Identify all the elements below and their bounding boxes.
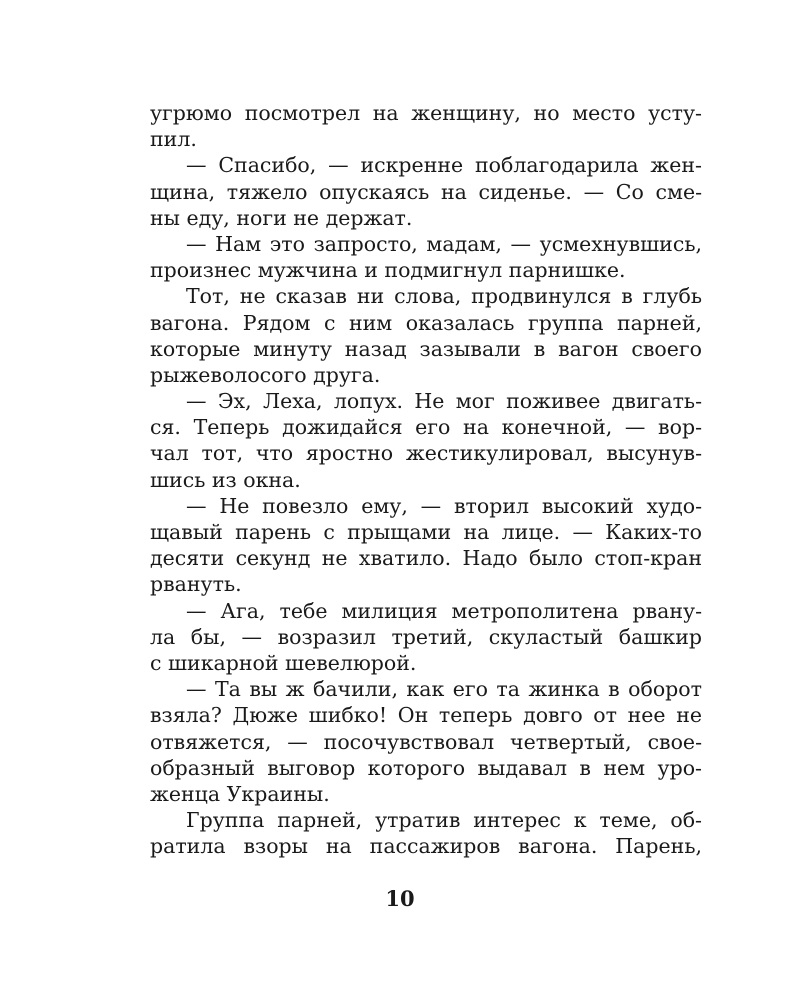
text-line: — Не повезло ему, — вторил высокий худо- bbox=[186, 493, 702, 518]
text-line: щина, тяжело опускаясь на сиденье. — Со сме- bbox=[150, 179, 702, 204]
text-line: отвяжется, — посочувствовал четвертый, свое- bbox=[150, 729, 702, 754]
text-line: — Нам это запросто, мадам, — усмехнувшись, bbox=[186, 231, 702, 256]
text-line: ся. Теперь дожидайся его на конечной, — вор- bbox=[150, 415, 702, 440]
text-line: шись из окна. bbox=[150, 467, 301, 492]
text-line: — Ага, тебе милиция метрополитена рвану- bbox=[186, 598, 702, 623]
text-line: — Эх, Леха, лопух. Не мог поживее двигать- bbox=[186, 389, 702, 414]
text-line: угрюмо посмотрел на женщину, но место усту- bbox=[150, 101, 702, 125]
text-line: вагона. Рядом с ним оказалась группа парней, bbox=[150, 310, 702, 335]
text-line: чал тот, что яростно жестикулировал, высунув- bbox=[150, 441, 702, 466]
text-line: рвануть. bbox=[150, 572, 242, 597]
text-line: — Спасибо, — искренне поблагодарила жен- bbox=[186, 153, 702, 178]
text-line: образный выговор которого выдавал в нем уро- bbox=[150, 755, 702, 780]
text-line: Тот, не сказав ни слова, продвинулся в глубь bbox=[186, 284, 702, 309]
text-line: щавый парень с прыщами на лице. — Каких-то bbox=[150, 520, 702, 544]
text-line: взяла? Дюже шибко! Он теперь довго от нее не bbox=[150, 703, 702, 728]
text-line: десяти секунд не хватило. Надо было стоп-кран bbox=[150, 546, 702, 571]
text-line: с шикарной шевелюрой. bbox=[150, 650, 417, 675]
page-number: 10 bbox=[385, 886, 415, 911]
text-line: ратила взоры на пассажиров вагона. Парень, bbox=[150, 834, 702, 859]
text-line: женца Украины. bbox=[150, 781, 330, 806]
text-line: пил. bbox=[150, 127, 197, 152]
text-line: — Та вы ж бачили, как его та жинка в оборот bbox=[186, 677, 702, 702]
text-line: ла бы, — возразил третий, скуластый башкир bbox=[150, 624, 702, 649]
text-line: ны еду, ноги не держат. bbox=[150, 205, 413, 230]
text-line: рыжеволосого друга. bbox=[150, 362, 381, 387]
text-line: произнес мужчина и подмигнул парнишке. bbox=[150, 258, 626, 283]
text-line: которые минуту назад зазывали в вагон своего bbox=[150, 336, 702, 361]
body-text bbox=[150, 100, 702, 859]
text-line: Группа парней, утратив интерес к теме, об- bbox=[186, 808, 702, 833]
